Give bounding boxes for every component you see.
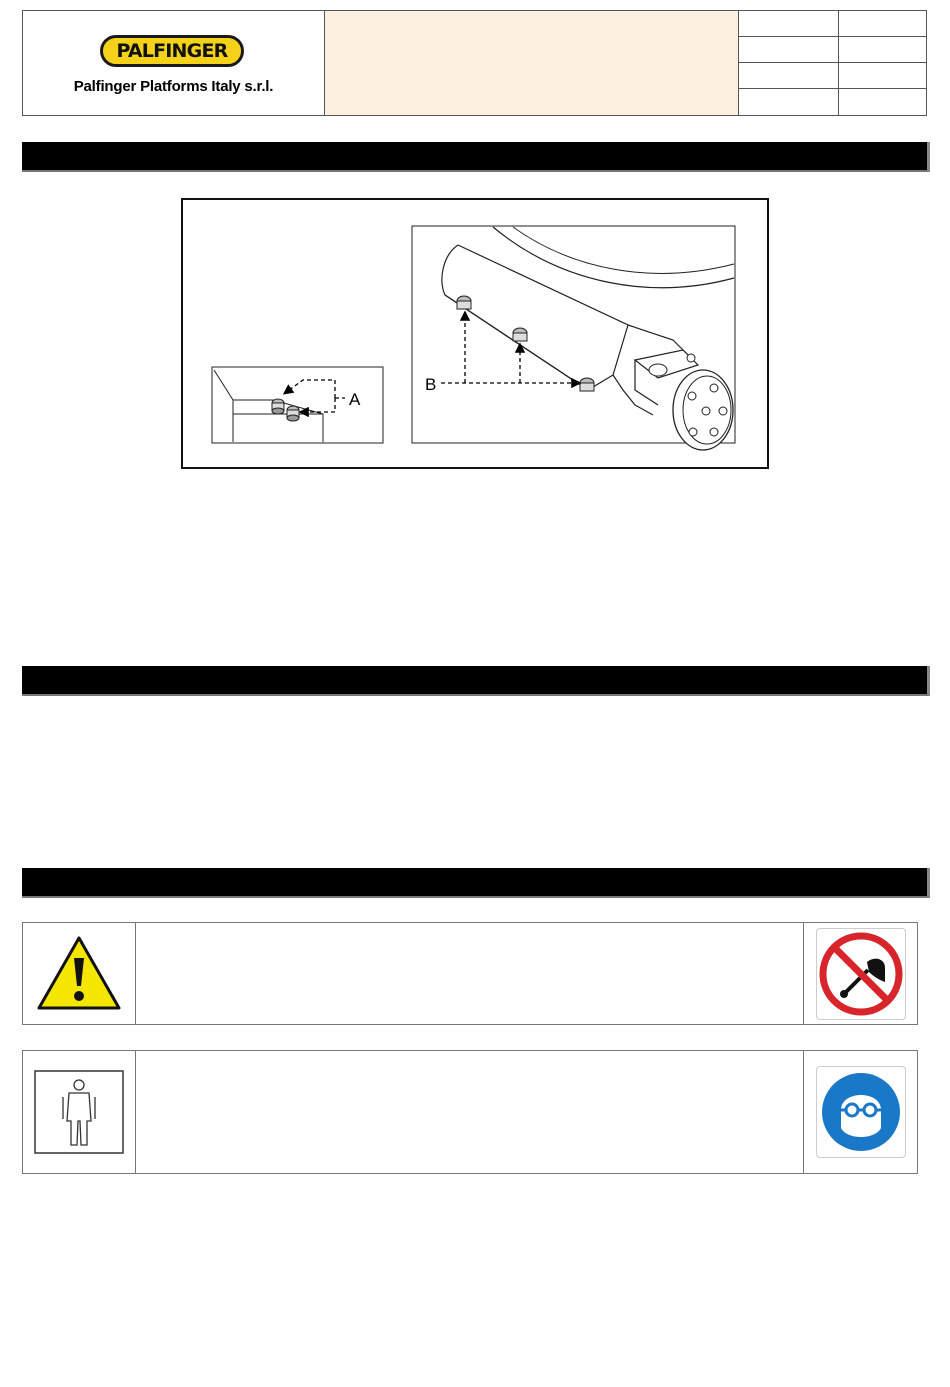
detail-a-inset [212, 367, 383, 443]
warning-text-cell [136, 1051, 804, 1173]
info-cell [839, 63, 926, 89]
callout-b: B [425, 375, 437, 394]
info-cell [739, 63, 839, 89]
info-cell [739, 37, 839, 63]
warning-icon-cell [23, 923, 136, 1024]
section-bar-2 [22, 666, 930, 696]
grease-nipple [580, 378, 594, 391]
warning-box-2 [22, 1050, 918, 1174]
document-title-cell [325, 11, 739, 115]
info-cell [839, 37, 926, 63]
logo-text: PALFINGER [116, 40, 228, 62]
grease-nipple [287, 406, 299, 421]
grease-nipple [272, 399, 284, 414]
callout-a: A [349, 390, 361, 409]
eye-protection-icon [819, 1070, 903, 1154]
grease-nipple [513, 328, 527, 341]
warning-triangle-icon [35, 934, 123, 1014]
document-header [22, 10, 927, 116]
document-info-grid [739, 11, 926, 115]
operator-figure-icon [33, 1069, 125, 1155]
sign-frame [816, 1066, 906, 1158]
info-cell [839, 11, 926, 37]
lubrication-points-figure [181, 198, 769, 469]
info-cell [839, 89, 926, 115]
warning-text-cell [136, 923, 804, 1024]
prohibition-icon-cell [804, 923, 917, 1024]
logo-cell [23, 11, 325, 115]
grease-nipple [457, 296, 471, 309]
sign-frame [816, 928, 906, 1020]
section-bar-3 [22, 868, 930, 898]
figure-illustration [183, 200, 767, 467]
info-cell [739, 11, 839, 37]
prohibition-tool-icon [819, 932, 903, 1016]
operator-icon-cell [23, 1051, 136, 1173]
company-name: Palfinger Platforms Italy s.r.l. [73, 78, 274, 95]
warning-box-1 [22, 922, 918, 1025]
detail-b-inset [412, 226, 735, 450]
section-bar-1 [22, 142, 930, 172]
info-cell [739, 89, 839, 115]
mandatory-icon-cell [804, 1051, 917, 1173]
company-logo [100, 35, 244, 67]
